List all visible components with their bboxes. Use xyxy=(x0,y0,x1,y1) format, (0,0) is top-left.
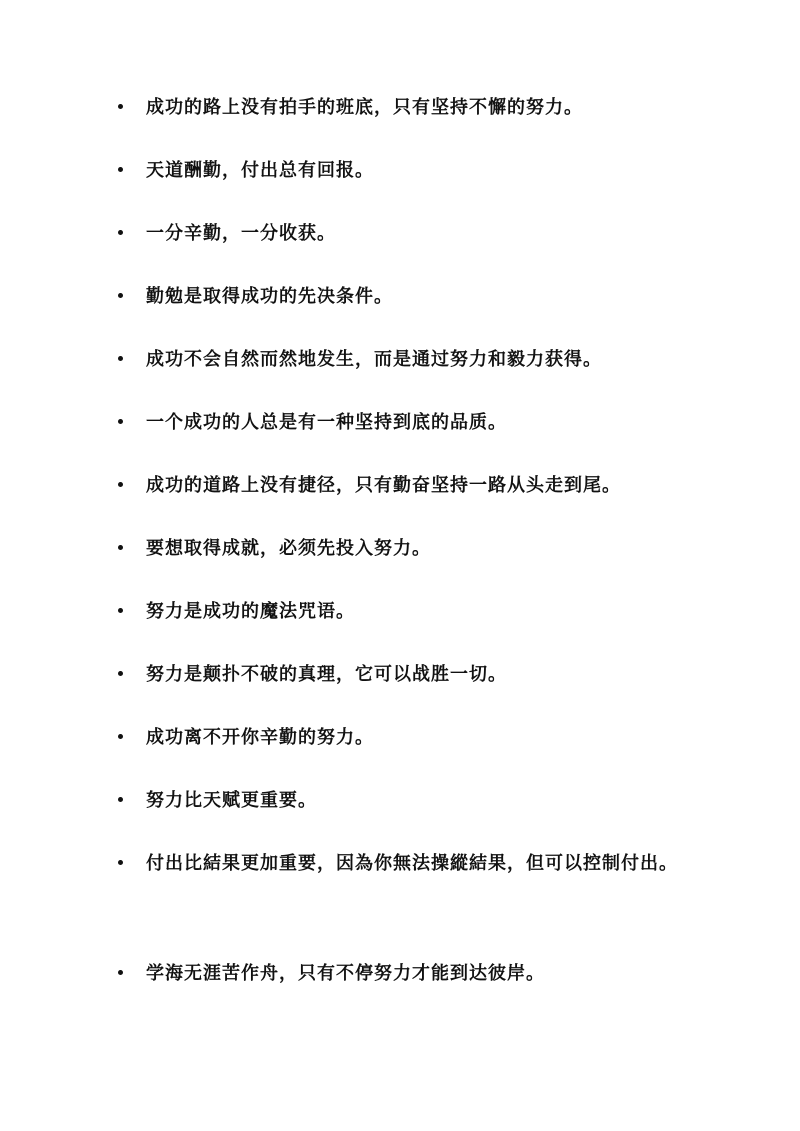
bullet-icon xyxy=(118,860,123,865)
list-item-text: 学海无涯苦作舟，只有不停努力才能到达彼岸。 xyxy=(146,963,545,984)
list-item xyxy=(118,273,708,321)
list-item-text: 一个成功的人总是有一种坚持到底的品质。 xyxy=(146,412,507,433)
list-item xyxy=(118,399,708,447)
list-item-text: 勤勉是取得成功的先决条件。 xyxy=(146,286,393,307)
list-item xyxy=(118,84,708,132)
bullet-icon xyxy=(118,293,123,298)
list-item-text: 成功不会自然而然地发生，而是通过努力和毅力获得。 xyxy=(146,349,602,370)
list-item-text: 天道酬勤，付出总有回报。 xyxy=(146,160,374,181)
list-item xyxy=(118,525,708,573)
bullet-icon xyxy=(118,545,123,550)
list-item xyxy=(118,336,708,384)
list-item-text: 努力是颠扑不破的真理，它可以战胜一切。 xyxy=(146,664,507,685)
list-item-text: 努力是成功的魔法咒语。 xyxy=(146,601,355,622)
list-item xyxy=(118,950,708,998)
bullet-icon xyxy=(118,797,123,802)
list-item xyxy=(118,462,708,510)
list-item-text: 付出比結果更加重要，因為你無法操縱結果，但可以控制付出。 xyxy=(146,853,678,874)
bullet-icon xyxy=(118,356,123,361)
list-item-text: 努力比天赋更重要。 xyxy=(146,790,317,811)
bullet-icon xyxy=(118,104,123,109)
bullet-icon xyxy=(118,608,123,613)
list-item xyxy=(118,588,708,636)
list-item-text: 成功离不开你辛勤的努力。 xyxy=(146,727,374,748)
bullet-icon xyxy=(118,167,123,172)
bullet-icon xyxy=(118,230,123,235)
list-item xyxy=(118,210,708,258)
list-item xyxy=(118,651,708,699)
list-item xyxy=(118,147,708,195)
bullet-icon xyxy=(118,419,123,424)
list-item xyxy=(118,777,708,825)
list-item-text: 成功的路上没有拍手的班底，只有坚持不懈的努力。 xyxy=(146,97,583,118)
bullet-icon xyxy=(118,970,123,975)
bullet-icon xyxy=(118,734,123,739)
bullet-icon xyxy=(118,671,123,676)
list-item-text: 成功的道路上没有捷径，只有勤奋坚持一路从头走到尾。 xyxy=(146,475,621,496)
list-item-text: 一分辛勤，一分收获。 xyxy=(146,223,336,244)
bullet-icon xyxy=(118,482,123,487)
list-item xyxy=(118,840,708,888)
list-item-text: 要想取得成就，必须先投入努力。 xyxy=(146,538,431,559)
list-item xyxy=(118,714,708,762)
